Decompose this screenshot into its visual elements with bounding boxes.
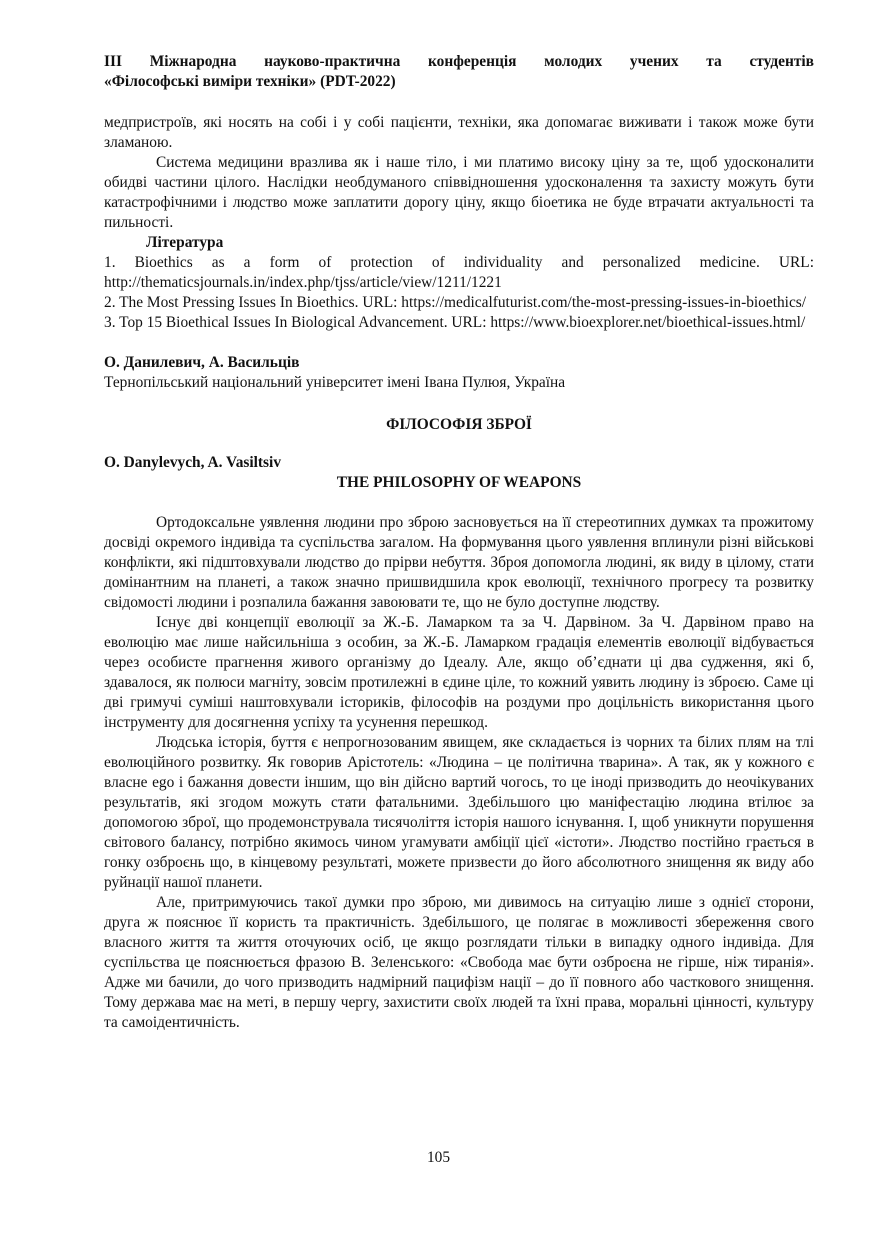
- authors-en: O. Danylevych, A. Vasiltsiv: [104, 454, 282, 471]
- header-line-2: «Філософські виміри техніки» (PDT-2022): [104, 73, 396, 90]
- intro-paragraph-2: Система медицини вразлива як і наше тіло, і ми платимо високу ціну за те, щоб удосконалити обидві частини цілого. Наслідки необдуманого співвідношення удосконалення та захисту можуть бути катастрофічними і людство може заплатити дорогу ціну, якщо біоетика не буде втрачати актуальності та пильності.: [104, 154, 814, 231]
- reference-item: 1. Bioethics as a form of protection of individuality and personalized medicine. URL: http://thematicsjournals.in/index.php/tjss/article/view/1211/1221: [104, 254, 814, 291]
- header-line-1: III Міжнародна науково-практична конференція молодих учених та студентів: [104, 53, 814, 70]
- page-number: 105: [426, 1149, 451, 1166]
- article-title-ua: ФІЛОСОФІЯ ЗБРОЇ: [386, 416, 532, 433]
- authors-ua: О. Данилевич, А. Васильців: [104, 354, 300, 371]
- document-page: [104, 52, 814, 1033]
- literature-heading: Література: [146, 234, 224, 251]
- article-title-en: THE PHILOSOPHY OF WEAPONS: [336, 474, 582, 491]
- body-paragraph: Людська історія, буття є непрогнозованим явищем, яке складається із чорних та білих плям на тлі еволюційного розвитку. Як говорив Арістотель: «Людина – це політична тварина». А так, як у кожного є власне ego і бажання довести іншим, що він дійсно вартий чогось, то це іноді призводить до неочікуваних результатів, які згодом можуть стати фатальними. Здебільшого цю маніфестацію людина втілює за допомогою зброї, що продемонструвала тисячоліття історія нашого існування. І, щоб уникнути порушення світового балансу, потрібно якимось чином угамувати амбіції цієї «істоти». Людство постійно грається в гонку озброєнь що, в кінцевому результаті, можете призвести до його абсолютного знищення як виду або руйнації нашої планети.: [104, 734, 814, 891]
- body-paragraph: Ортодоксальне уявлення людини про зброю засновується на її стереотипних думках та прожитому досвіді окремого індивіда та суспільства загалом. На формування цього уявлення вплинули різні військові конфлікти, які підштовхували людство до прірви небуття. Зброя допомогла людині, як виду в цілому, стати домінантним на планеті, а також значно пришвидшила крок еволюції, технічного прогресу та розвитку свідомості людини і розпалила бажання завоювати те, що не було доступне людству.: [104, 514, 814, 611]
- reference-item: 2. The Most Pressing Issues In Bioethics. URL: https://medicalfuturist.com/the-most-pressing-issues-in-bioethics/: [104, 294, 807, 311]
- affiliation: Тернопільський національний університет імені Івана Пулюя, Україна: [104, 374, 566, 391]
- reference-item: 3. Top 15 Bioethical Issues In Biological Advancement. URL: https://www.bioexplorer.net/bioethical-issues.html/: [104, 314, 806, 331]
- body-paragraph: Існує дві концепції еволюції за Ж.-Б. Ламарком та за Ч. Дарвіном. За Ч. Дарвіном право на еволюцію має лише найсильніша з особин, за Ж.-Б. Ламарком градація елементів еволюції відбувається через особисте прагнення живого організму до Ідеалу. Але, якщо об’єднати ці два судження, які б, здавалося, як полюси магніту, зовсім протилежні в єдине ціле, то кожний уявить людину із зброєю. Саме ці дві гримучі суміші наштовхували істориків, філософів на роздуми про доцільність використання цього інструменту для досягнення успіху та усунення перешкод.: [104, 614, 814, 731]
- intro-paragraph-1: медпристроїв, які носять на собі і у собі пацієнти, техніки, яка допомагає виживати і також може бути зламаною.: [104, 114, 814, 151]
- body-paragraph: Але, притримуючись такої думки про зброю, ми дивимось на ситуацію лише з однієї сторони, друга ж пояснює її користь та практичність. Здебільшого, це полягає в можливості збереження свого власного життя та життя оточуючих осіб, це якщо розглядати тільки в випадку одного індивіда. Для суспільства це пояснюється фразою В. Зеленського: «Свобода має бути озброєна не гірше, ніж тиранія». Адже ми бачили, до чого призводить надмірний пацифізм нації – до її повного або часткового знищення. Тому держава має на меті, в першу чергу, захистити своїх людей та їхні права, моральні цінності, культуру та самоідентичність.: [104, 894, 814, 1031]
- reference-list: [104, 253, 814, 333]
- running-header: [104, 52, 814, 92]
